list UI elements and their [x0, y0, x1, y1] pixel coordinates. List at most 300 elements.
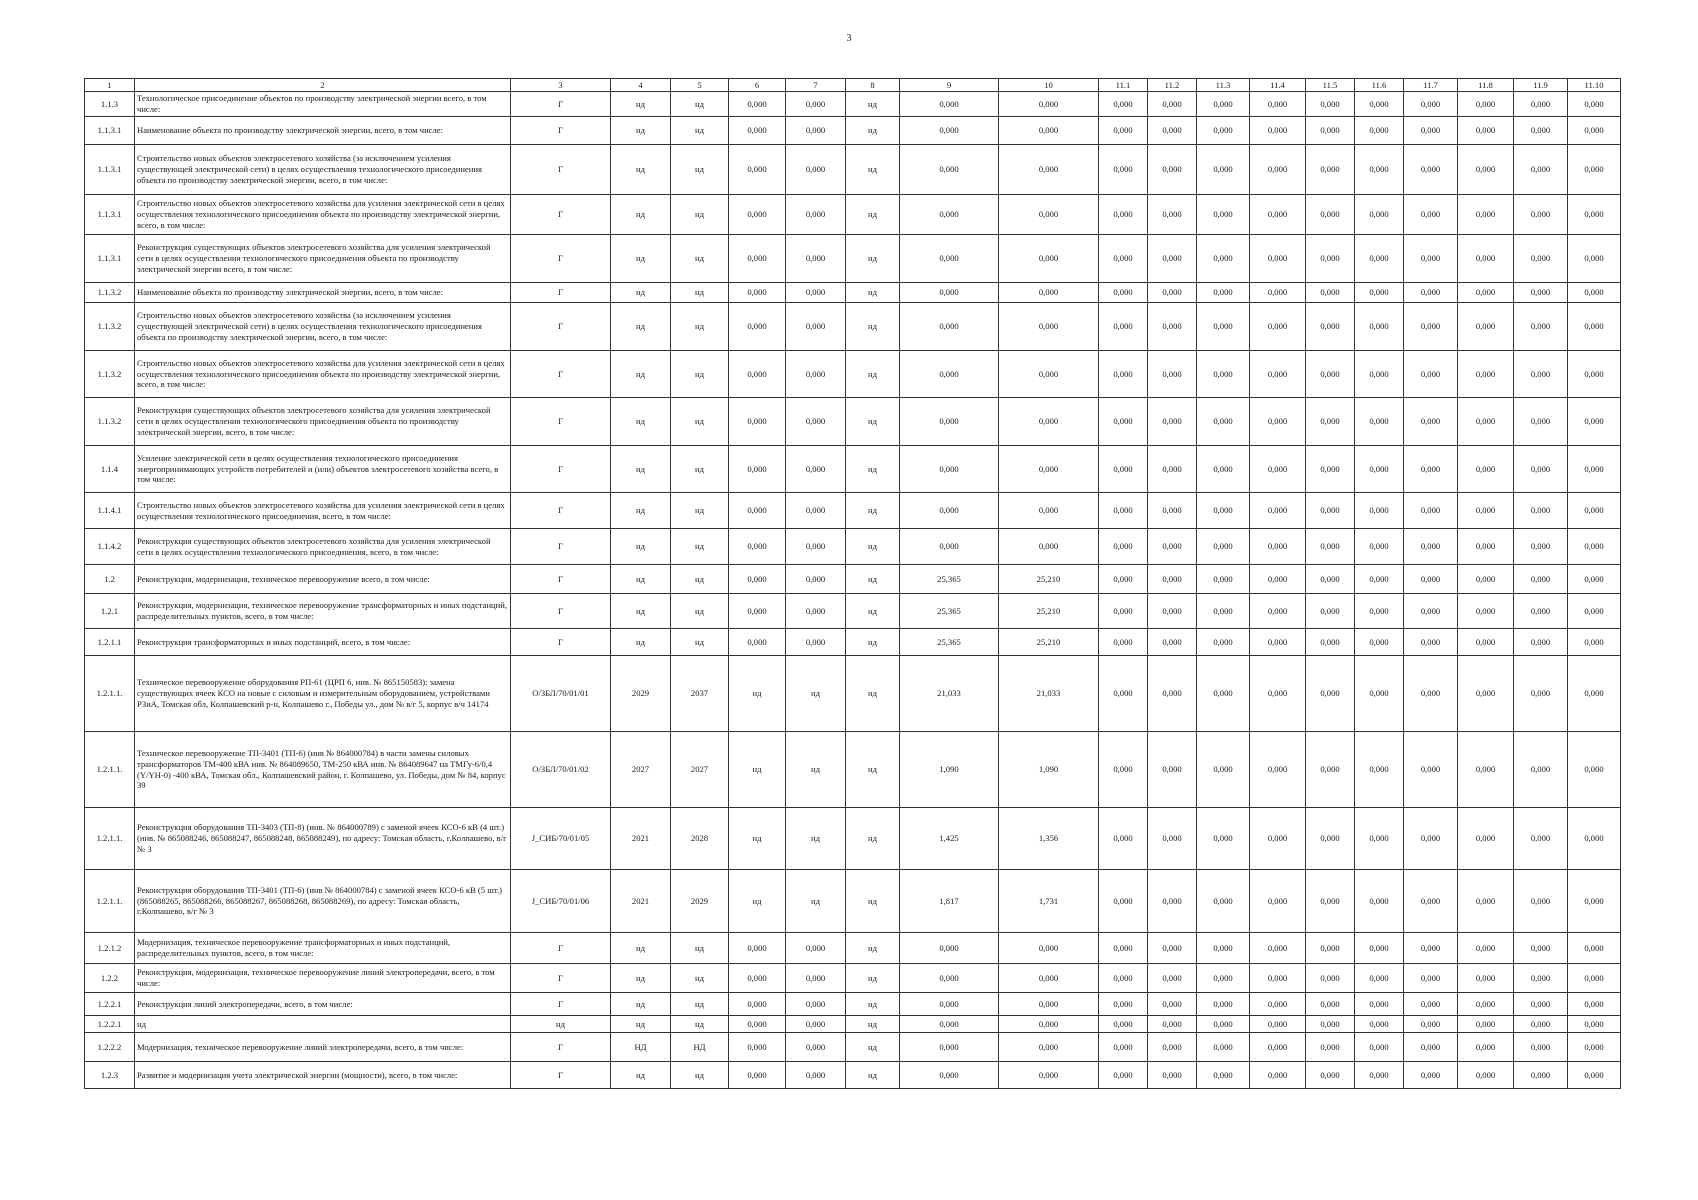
col11-8-cell: 0,000	[1458, 993, 1514, 1016]
col11-5-cell: 0,000	[1306, 870, 1355, 933]
table-row	[85, 145, 1621, 195]
row-name-cell: Строительство новых объектов электросетевого хозяйства (за исключением усиления существующей электрической сети) в целях осуществления технологического присоединения объекта по производству электрической энергии, всего, в том числе:	[135, 145, 511, 195]
col8-cell: нд	[846, 964, 900, 993]
col8-cell: нд	[846, 808, 900, 870]
table-row	[85, 493, 1621, 529]
row-number-cell: 1.1.4	[85, 446, 135, 493]
col11-7-cell: 0,000	[1404, 92, 1458, 117]
col11-5-cell: 0,000	[1306, 629, 1355, 656]
page-number: 3	[846, 33, 852, 44]
table-row	[85, 195, 1621, 235]
col11-2-cell: 0,000	[1148, 870, 1197, 933]
col5-cell: 2027	[671, 732, 729, 808]
col11-3-cell: 0,000	[1197, 92, 1250, 117]
col10-cell: 0,000	[999, 351, 1099, 398]
col11-2-cell: 0,000	[1148, 398, 1197, 446]
col9-cell: 0,000	[900, 235, 999, 283]
col11-8-cell: 0,000	[1458, 594, 1514, 629]
col11-9-cell: 0,000	[1514, 629, 1568, 656]
col11-3-cell: 0,000	[1197, 145, 1250, 195]
col10-cell: 1,731	[999, 870, 1099, 933]
project-code-cell: Г	[511, 92, 611, 117]
col11-2-cell: 0,000	[1148, 117, 1197, 145]
col11-2-cell: 0,000	[1148, 145, 1197, 195]
col10-cell: 0,000	[999, 993, 1099, 1016]
col9-cell: 0,000	[900, 92, 999, 117]
col10-cell: 0,000	[999, 398, 1099, 446]
col11-9-cell: 0,000	[1514, 283, 1568, 303]
col11-7-cell: 0,000	[1404, 195, 1458, 235]
col5-cell: НД	[671, 1033, 729, 1062]
col11-2-cell: 0,000	[1148, 351, 1197, 398]
col4-cell: нд	[611, 1062, 671, 1089]
col11-6-cell: 0,000	[1355, 283, 1404, 303]
col10-cell: 0,000	[999, 493, 1099, 529]
col11-8-cell: 0,000	[1458, 92, 1514, 117]
row-number-cell: 1.2.1	[85, 594, 135, 629]
col11-7-cell: 0,000	[1404, 398, 1458, 446]
col11-7-cell: 0,000	[1404, 565, 1458, 594]
project-code-cell: Г	[511, 933, 611, 964]
col11-2-cell: 0,000	[1148, 594, 1197, 629]
project-code-cell: Г	[511, 195, 611, 235]
project-code-cell: Г	[511, 446, 611, 493]
row-name-cell: Реконструкция существующих объектов электросетевого хозяйства для усиления электрической сети в целях осуществления технологического присоединения, всего, в том числе:	[135, 529, 511, 565]
col7-cell: 0,000	[786, 303, 846, 351]
col5-cell: нд	[671, 117, 729, 145]
col9-cell: 0,000	[900, 529, 999, 565]
row-name-cell: Техническое перевооружение ТП-3401 (ТП-6) (инв № 864000784) в части замены силовых трансформаторов ТМ-400 кВА инв. № 864089650, ТМ-250 кВА инв. № 864089647 на ТМГу-6/0,4 (Y/YН-0) -400 кВА, Томская обл., Колпашевский район, г. Колпашево, ул. Победы, дом № 84, корпус 39	[135, 732, 511, 808]
col11-7-cell: 0,000	[1404, 1062, 1458, 1089]
col4-cell: нд	[611, 351, 671, 398]
row-number-cell: 1.2.1.1.	[85, 870, 135, 933]
col11-6-cell: 0,000	[1355, 303, 1404, 351]
col11-6-cell: 0,000	[1355, 808, 1404, 870]
col11-3-cell: 0,000	[1197, 1016, 1250, 1033]
col8-cell: нд	[846, 993, 900, 1016]
col11-8-cell: 0,000	[1458, 565, 1514, 594]
col10-cell: 25,210	[999, 594, 1099, 629]
row-number-cell: 1.1.3.2	[85, 351, 135, 398]
col11-2-cell: 0,000	[1148, 993, 1197, 1016]
row-name-cell: Реконструкция оборудования ТП-3403 (ТП-8) (инв. № 864000789) с заменой ячеек КСО-6 кВ (4 шт.) (инв. № 865088246, 865088247, 865088248, 865088249), по адресу: Томская область, г.Колпашево, в/г № 3	[135, 808, 511, 870]
project-code-cell: Г	[511, 351, 611, 398]
col11-3-cell: 0,000	[1197, 629, 1250, 656]
col4-cell: 2029	[611, 656, 671, 732]
col11-2-cell: 0,000	[1148, 195, 1197, 235]
col11-7-cell: 0,000	[1404, 808, 1458, 870]
col11-9-cell: 0,000	[1514, 870, 1568, 933]
col8-cell: нд	[846, 283, 900, 303]
row-name-cell: Строительство новых объектов электросетевого хозяйства для усиления электрической сети в целях осуществления технологического присоединения объекта по производству электрической энергии, всего, в том числе:	[135, 351, 511, 398]
col11-1-cell: 0,000	[1099, 145, 1148, 195]
project-code-cell: Г	[511, 529, 611, 565]
col4-cell: нд	[611, 398, 671, 446]
col9-cell: 0,000	[900, 1062, 999, 1089]
col11-8-cell: 0,000	[1458, 808, 1514, 870]
table-row	[85, 1033, 1621, 1062]
row-number-cell: 1.1.4.1	[85, 493, 135, 529]
row-name-cell: Реконструкция, модернизация, техническое перевооружение трансформаторных и иных подстанций, распределительных пунктов, всего, в том числе:	[135, 594, 511, 629]
project-code-cell: Г	[511, 1062, 611, 1089]
col11-6-cell: 0,000	[1355, 398, 1404, 446]
row-name-cell: Реконструкция существующих объектов электросетевого хозяйства для усиления электрической сети в целях осуществления технологического присоединения объекта по производству электрической энергии, всего, в том числе:	[135, 398, 511, 446]
col11-4-cell: 0,000	[1250, 145, 1306, 195]
col7-cell: 0,000	[786, 145, 846, 195]
col8-cell: нд	[846, 235, 900, 283]
row-number-cell: 1.1.3.1	[85, 235, 135, 283]
table-row	[85, 117, 1621, 145]
col11-10-cell: 0,000	[1568, 493, 1621, 529]
col7-cell: 0,000	[786, 493, 846, 529]
col11-10-cell: 0,000	[1568, 1062, 1621, 1089]
project-code-cell: Г	[511, 493, 611, 529]
col7-cell: 0,000	[786, 398, 846, 446]
col6-cell: 0,000	[729, 92, 786, 117]
row-number-cell: 1.2.3	[85, 1062, 135, 1089]
col11-3-cell: 0,000	[1197, 808, 1250, 870]
col8-cell: нд	[846, 594, 900, 629]
row-number-cell: 1.1.3.1	[85, 145, 135, 195]
col11-2-cell: 0,000	[1148, 446, 1197, 493]
col11-5-cell: 0,000	[1306, 398, 1355, 446]
col7-cell: 0,000	[786, 351, 846, 398]
col10-cell: 0,000	[999, 235, 1099, 283]
col11-4-cell: 0,000	[1250, 117, 1306, 145]
col11-9-cell: 0,000	[1514, 117, 1568, 145]
col11-4-cell: 0,000	[1250, 529, 1306, 565]
col7-cell: 0,000	[786, 117, 846, 145]
row-number-cell: 1.2.1.1	[85, 629, 135, 656]
project-code-cell: Г	[511, 117, 611, 145]
col11-5-cell: 0,000	[1306, 145, 1355, 195]
col11-9-cell: 0,000	[1514, 145, 1568, 195]
col8-cell: нд	[846, 870, 900, 933]
col7-cell: 0,000	[786, 195, 846, 235]
col11-6-cell: 0,000	[1355, 145, 1404, 195]
col11-7-cell: 0,000	[1404, 145, 1458, 195]
col8-cell: нд	[846, 303, 900, 351]
col11-4-cell: 0,000	[1250, 303, 1306, 351]
col11-2-cell: 0,000	[1148, 964, 1197, 993]
col11-9-cell: 0,000	[1514, 933, 1568, 964]
col11-5-cell: 0,000	[1306, 1062, 1355, 1089]
col7-cell: 0,000	[786, 92, 846, 117]
col9-cell: 1,090	[900, 732, 999, 808]
project-code-cell: Г	[511, 235, 611, 283]
col7-cell: 0,000	[786, 235, 846, 283]
header-cell: 10	[999, 79, 1099, 92]
col11-3-cell: 0,000	[1197, 351, 1250, 398]
col11-9-cell: 0,000	[1514, 446, 1568, 493]
col11-9-cell: 0,000	[1514, 1033, 1568, 1062]
project-code-cell: J_СИБ/70/01/05	[511, 808, 611, 870]
header-cell: 9	[900, 79, 999, 92]
col6-cell: 0,000	[729, 303, 786, 351]
col5-cell: 2029	[671, 870, 729, 933]
col11-6-cell: 0,000	[1355, 656, 1404, 732]
col11-5-cell: 0,000	[1306, 303, 1355, 351]
row-name-cell: Реконструкция, модернизация, техническое перевооружение линий электропередачи, всего, в том числе:	[135, 964, 511, 993]
col8-cell: нд	[846, 933, 900, 964]
col8-cell: нд	[846, 117, 900, 145]
col11-6-cell: 0,000	[1355, 351, 1404, 398]
row-number-cell: 1.2.2.2	[85, 1033, 135, 1062]
project-code-cell: Г	[511, 1033, 611, 1062]
col9-cell: 25,365	[900, 565, 999, 594]
table-row	[85, 283, 1621, 303]
row-number-cell: 1.2.1.2	[85, 933, 135, 964]
col11-6-cell: 0,000	[1355, 117, 1404, 145]
col11-2-cell: 0,000	[1148, 1033, 1197, 1062]
col4-cell: нд	[611, 283, 671, 303]
col11-8-cell: 0,000	[1458, 732, 1514, 808]
col11-9-cell: 0,000	[1514, 235, 1568, 283]
col11-4-cell: 0,000	[1250, 629, 1306, 656]
col8-cell: нд	[846, 145, 900, 195]
project-code-cell: нд	[511, 1016, 611, 1033]
header-cell: 11.4	[1250, 79, 1306, 92]
row-name-cell: Реконструкция существующих объектов электросетевого хозяйства для усиления электрической сети в целях осуществления технологического присоединения объекта по производству электрической энергии всего, в том числе:	[135, 235, 511, 283]
col11-4-cell: 0,000	[1250, 870, 1306, 933]
col11-1-cell: 0,000	[1099, 92, 1148, 117]
col11-8-cell: 0,000	[1458, 629, 1514, 656]
col6-cell: 0,000	[729, 529, 786, 565]
table-row	[85, 1062, 1621, 1089]
col11-9-cell: 0,000	[1514, 1016, 1568, 1033]
col11-2-cell: 0,000	[1148, 1016, 1197, 1033]
col6-cell: 0,000	[729, 283, 786, 303]
col7-cell: 0,000	[786, 933, 846, 964]
col11-10-cell: 0,000	[1568, 629, 1621, 656]
col11-10-cell: 0,000	[1568, 235, 1621, 283]
col11-2-cell: 0,000	[1148, 92, 1197, 117]
col9-cell: 0,000	[900, 117, 999, 145]
col11-4-cell: 0,000	[1250, 195, 1306, 235]
col11-6-cell: 0,000	[1355, 993, 1404, 1016]
col11-7-cell: 0,000	[1404, 529, 1458, 565]
table-row	[85, 594, 1621, 629]
col11-9-cell: 0,000	[1514, 1062, 1568, 1089]
col11-4-cell: 0,000	[1250, 235, 1306, 283]
col11-8-cell: 0,000	[1458, 303, 1514, 351]
col9-cell: 25,365	[900, 594, 999, 629]
header-cell: 7	[786, 79, 846, 92]
col6-cell: 0,000	[729, 145, 786, 195]
col11-4-cell: 0,000	[1250, 732, 1306, 808]
col11-4-cell: 0,000	[1250, 1033, 1306, 1062]
col11-8-cell: 0,000	[1458, 283, 1514, 303]
col5-cell: нд	[671, 235, 729, 283]
col4-cell: НД	[611, 1033, 671, 1062]
col6-cell: 0,000	[729, 351, 786, 398]
col11-9-cell: 0,000	[1514, 993, 1568, 1016]
header-cell: 11.9	[1514, 79, 1568, 92]
row-number-cell: 1.1.3.2	[85, 398, 135, 446]
col10-cell: 0,000	[999, 195, 1099, 235]
col11-10-cell: 0,000	[1568, 398, 1621, 446]
col11-5-cell: 0,000	[1306, 594, 1355, 629]
col11-7-cell: 0,000	[1404, 933, 1458, 964]
project-code-cell: Г	[511, 398, 611, 446]
col11-5-cell: 0,000	[1306, 283, 1355, 303]
col11-10-cell: 0,000	[1568, 808, 1621, 870]
col11-7-cell: 0,000	[1404, 493, 1458, 529]
table-row	[85, 808, 1621, 870]
col11-1-cell: 0,000	[1099, 656, 1148, 732]
col11-4-cell: 0,000	[1250, 1062, 1306, 1089]
col7-cell: 0,000	[786, 964, 846, 993]
col4-cell: нд	[611, 964, 671, 993]
project-code-cell: Г	[511, 629, 611, 656]
col11-10-cell: 0,000	[1568, 1033, 1621, 1062]
col11-2-cell: 0,000	[1148, 732, 1197, 808]
row-number-cell: 1.1.3.2	[85, 283, 135, 303]
col11-3-cell: 0,000	[1197, 933, 1250, 964]
col5-cell: нд	[671, 92, 729, 117]
col11-7-cell: 0,000	[1404, 235, 1458, 283]
col11-7-cell: 0,000	[1404, 964, 1458, 993]
col11-3-cell: 0,000	[1197, 446, 1250, 493]
col5-cell: нд	[671, 565, 729, 594]
col9-cell: 0,000	[900, 993, 999, 1016]
header-cell: 4	[611, 79, 671, 92]
col9-cell: 0,000	[900, 398, 999, 446]
col11-7-cell: 0,000	[1404, 303, 1458, 351]
col11-3-cell: 0,000	[1197, 656, 1250, 732]
col11-3-cell: 0,000	[1197, 303, 1250, 351]
col11-10-cell: 0,000	[1568, 870, 1621, 933]
col5-cell: нд	[671, 398, 729, 446]
col7-cell: 0,000	[786, 529, 846, 565]
col8-cell: нд	[846, 529, 900, 565]
col11-4-cell: 0,000	[1250, 92, 1306, 117]
col11-7-cell: 0,000	[1404, 283, 1458, 303]
col7-cell: 0,000	[786, 283, 846, 303]
row-number-cell: 1.1.3.1	[85, 117, 135, 145]
col11-9-cell: 0,000	[1514, 493, 1568, 529]
col11-3-cell: 0,000	[1197, 1062, 1250, 1089]
header-cell: 11.6	[1355, 79, 1404, 92]
col9-cell: 0,000	[900, 195, 999, 235]
col11-3-cell: 0,000	[1197, 993, 1250, 1016]
col11-8-cell: 0,000	[1458, 398, 1514, 446]
col11-10-cell: 0,000	[1568, 303, 1621, 351]
col11-9-cell: 0,000	[1514, 92, 1568, 117]
header-cell: 2	[135, 79, 511, 92]
col11-1-cell: 0,000	[1099, 398, 1148, 446]
col11-2-cell: 0,000	[1148, 565, 1197, 594]
col9-cell: 1,817	[900, 870, 999, 933]
col10-cell: 0,000	[999, 446, 1099, 493]
row-name-cell: Строительство новых объектов электросетевого хозяйства для усиления электрической сети в целях осуществления технологического присоединения, всего, в том числе:	[135, 493, 511, 529]
col11-4-cell: 0,000	[1250, 446, 1306, 493]
col11-4-cell: 0,000	[1250, 351, 1306, 398]
col11-3-cell: 0,000	[1197, 398, 1250, 446]
col11-5-cell: 0,000	[1306, 493, 1355, 529]
col7-cell: 0,000	[786, 1016, 846, 1033]
col6-cell: нд	[729, 732, 786, 808]
table-row	[85, 303, 1621, 351]
col11-10-cell: 0,000	[1568, 993, 1621, 1016]
col10-cell: 1,090	[999, 732, 1099, 808]
col11-8-cell: 0,000	[1458, 195, 1514, 235]
col11-5-cell: 0,000	[1306, 1016, 1355, 1033]
col11-7-cell: 0,000	[1404, 993, 1458, 1016]
col11-10-cell: 0,000	[1568, 195, 1621, 235]
table-row	[85, 446, 1621, 493]
row-name-cell: Модернизация, техническое перевооружение линий электропередачи, всего, в том числе:	[135, 1033, 511, 1062]
col11-10-cell: 0,000	[1568, 283, 1621, 303]
col11-8-cell: 0,000	[1458, 933, 1514, 964]
col4-cell: нд	[611, 195, 671, 235]
col8-cell: нд	[846, 565, 900, 594]
col11-7-cell: 0,000	[1404, 656, 1458, 732]
col7-cell: нд	[786, 656, 846, 732]
col8-cell: нд	[846, 92, 900, 117]
col11-9-cell: 0,000	[1514, 656, 1568, 732]
col8-cell: нд	[846, 656, 900, 732]
col11-2-cell: 0,000	[1148, 303, 1197, 351]
col11-5-cell: 0,000	[1306, 656, 1355, 732]
table-row	[85, 964, 1621, 993]
col5-cell: нд	[671, 1062, 729, 1089]
col11-3-cell: 0,000	[1197, 117, 1250, 145]
col11-10-cell: 0,000	[1568, 1016, 1621, 1033]
col11-7-cell: 0,000	[1404, 870, 1458, 933]
col11-6-cell: 0,000	[1355, 529, 1404, 565]
col11-10-cell: 0,000	[1568, 92, 1621, 117]
row-name-cell: Реконструкция оборудования ТП-3401 (ТП-6) (инв № 864000784) с заменой ячеек КСО-6 кВ (5 шт.) (865088265, 865088266, 865088267, 865088268, 865088269), по адресу: Томская область, г.Колпашево, в/г № 3	[135, 870, 511, 933]
header-cell: 11.5	[1306, 79, 1355, 92]
col11-6-cell: 0,000	[1355, 493, 1404, 529]
col11-4-cell: 0,000	[1250, 933, 1306, 964]
col11-9-cell: 0,000	[1514, 565, 1568, 594]
col10-cell: 0,000	[999, 1062, 1099, 1089]
col11-5-cell: 0,000	[1306, 351, 1355, 398]
col4-cell: 2027	[611, 732, 671, 808]
col11-10-cell: 0,000	[1568, 656, 1621, 732]
col11-3-cell: 0,000	[1197, 732, 1250, 808]
col4-cell: нд	[611, 529, 671, 565]
row-name-cell: Развитие и модернизация учета электрической энергии (мощности), всего, в том числе:	[135, 1062, 511, 1089]
col6-cell: 0,000	[729, 993, 786, 1016]
col6-cell: 0,000	[729, 594, 786, 629]
col11-5-cell: 0,000	[1306, 195, 1355, 235]
col11-5-cell: 0,000	[1306, 1033, 1355, 1062]
row-number-cell: 1.2	[85, 565, 135, 594]
col7-cell: нд	[786, 870, 846, 933]
col7-cell: 0,000	[786, 1062, 846, 1089]
col11-10-cell: 0,000	[1568, 145, 1621, 195]
col5-cell: нд	[671, 351, 729, 398]
col8-cell: нд	[846, 1062, 900, 1089]
col8-cell: нд	[846, 195, 900, 235]
row-number-cell: 1.2.2.1	[85, 993, 135, 1016]
col5-cell: нд	[671, 964, 729, 993]
col11-8-cell: 0,000	[1458, 1016, 1514, 1033]
col11-4-cell: 0,000	[1250, 594, 1306, 629]
col10-cell: 0,000	[999, 283, 1099, 303]
col9-cell: 0,000	[900, 964, 999, 993]
col4-cell: нд	[611, 565, 671, 594]
header-row	[85, 79, 1621, 92]
col11-3-cell: 0,000	[1197, 529, 1250, 565]
col11-4-cell: 0,000	[1250, 1016, 1306, 1033]
row-name-cell: Реконструкция, модернизация, техническое перевооружение всего, в том числе:	[135, 565, 511, 594]
col11-4-cell: 0,000	[1250, 398, 1306, 446]
col11-5-cell: 0,000	[1306, 964, 1355, 993]
